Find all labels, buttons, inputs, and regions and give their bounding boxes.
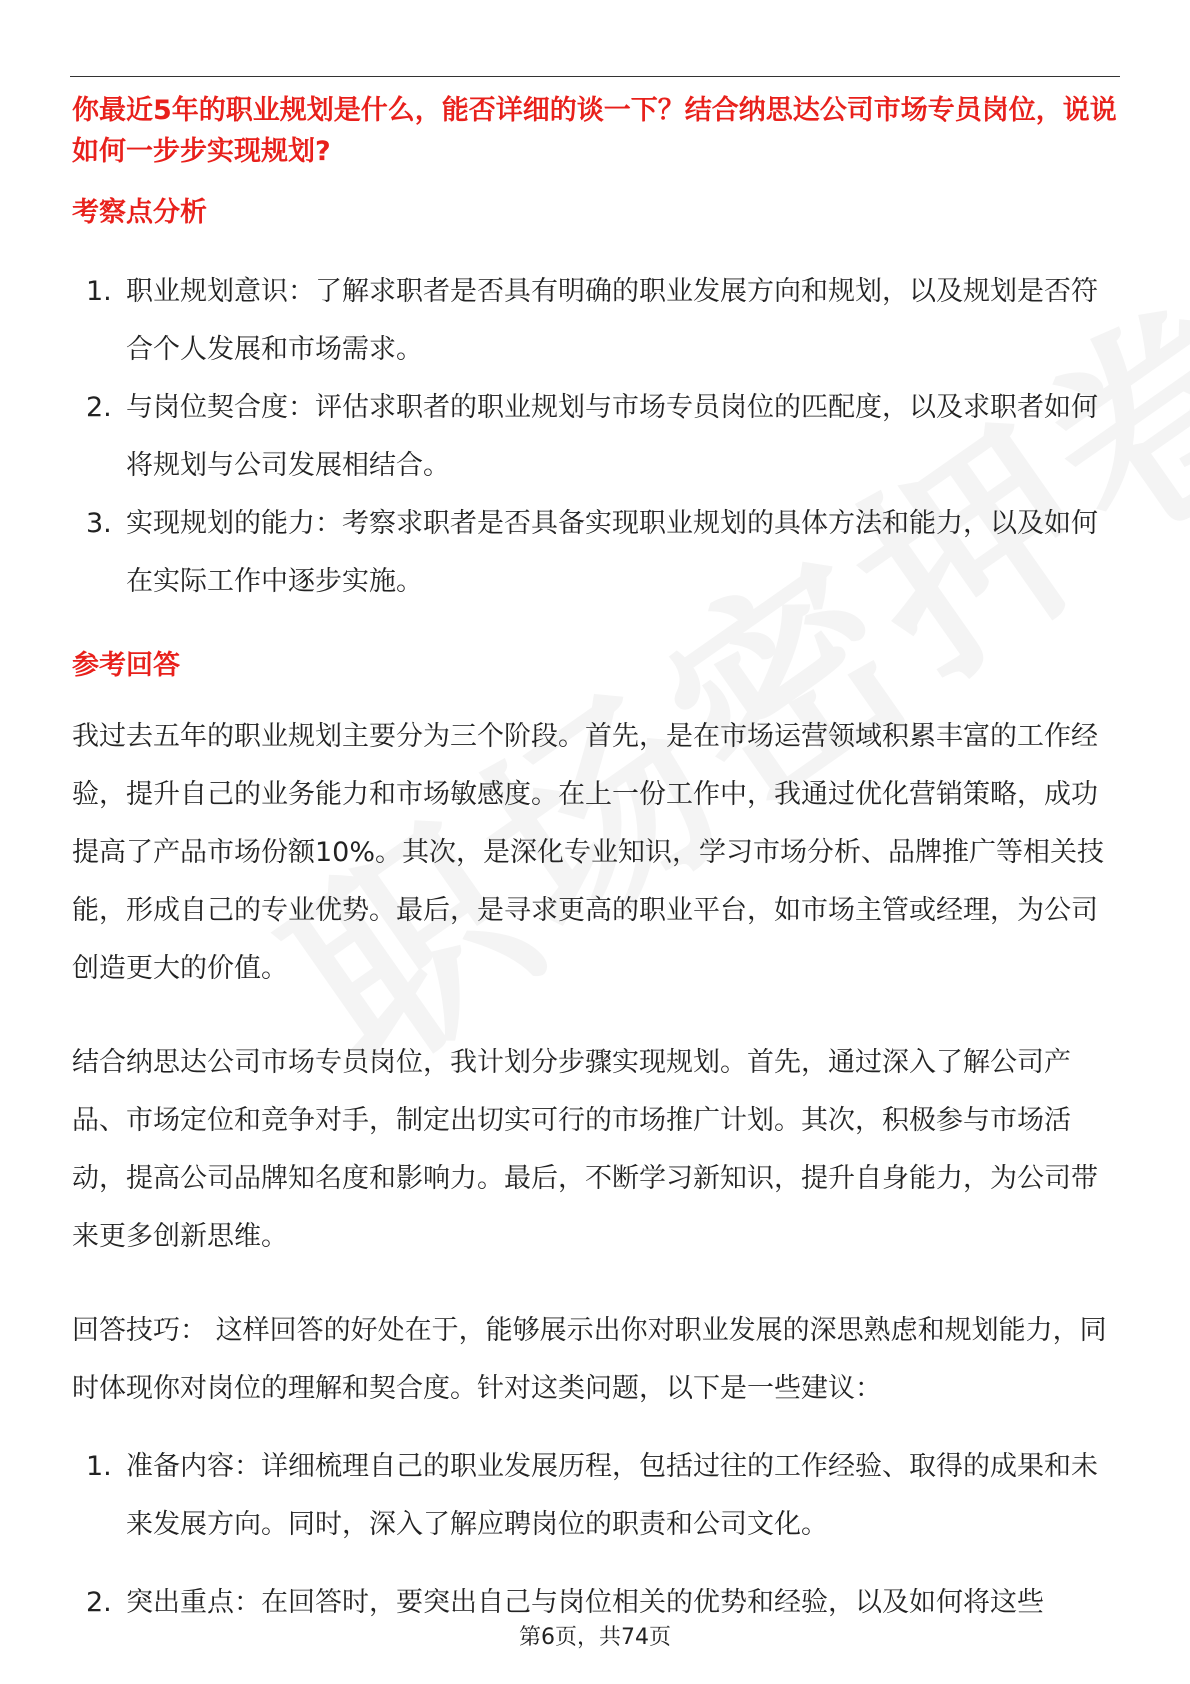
answer-paragraph-1: 我过去五年的职业规划主要分为三个阶段。首先，是在市场运营领域积累丰富的工作经验，提升自己的业务能力和市场敏感度。在上一份工作中，我通过优化营销策略，成功提高了产品市场份额10%。其次，是深化专业知识，学习市场分析、品牌推广等相关技能，形成自己的专业优势。最后，是寻求更高的职业平台，如市场主管或经理，为公司创造更大的价值。	[72, 721, 1105, 984]
list-item: 3. 实现规划的能力：考察求职者是否具备实现职业规划的具体方法和能力，以及如何在实际工作中逐步实施。	[86, 508, 1098, 597]
analysis-list	[72, 263, 1122, 611]
question-title: 你最近5年的职业规划是什么，能否详细的谈一下？结合纳思达公司市场专员岗位，说说如何一步步实现规划?	[72, 95, 1117, 167]
list-item: 1. 职业规划意识：了解求职者是否具有明确的职业发展方向和规划，以及规划是否符合个人发展和市场需求。	[86, 276, 1098, 365]
list-item: 2. 突出重点：在回答时，要突出自己与岗位相关的优势和经验，以及如何将这些	[86, 1587, 1044, 1618]
tips-list	[72, 1438, 1122, 1632]
answer-paragraph-2: 结合纳思达公司市场专员岗位，我计划分步骤实现规划。首先，通过深入了解公司产品、市场定位和竞争对手，制定出切实可行的市场推广计划。其次，积极参与市场活动，提高公司品牌知名度和影响力。最后，不断学习新知识，提升自身能力，为公司带来更多创新思维。	[72, 1047, 1098, 1252]
page-number: 第6页，共74页	[519, 1625, 671, 1650]
page-content	[72, 90, 1122, 1632]
list-item: 1. 准备内容：详细梳理自己的职业发展历程，包括过往的工作经验、取得的成果和未来发展方向。同时，深入了解应聘岗位的职责和公司文化。	[86, 1451, 1098, 1540]
answer-tips: 回答技巧： 这样回答的好处在于，能够展示出你对职业发展的深思熟虑和规划能力，同时体现你对岗位的理解和契合度。针对这类问题，以下是一些建议：	[72, 1315, 1107, 1404]
list-item: 2. 与岗位契合度：评估求职者的职业规划与市场专员岗位的匹配度，以及求职者如何将规划与公司发展相结合。	[86, 392, 1098, 481]
answer-heading: 参考回答	[72, 650, 180, 681]
header-rule	[70, 76, 1120, 77]
analysis-heading: 考察点分析	[72, 197, 207, 228]
